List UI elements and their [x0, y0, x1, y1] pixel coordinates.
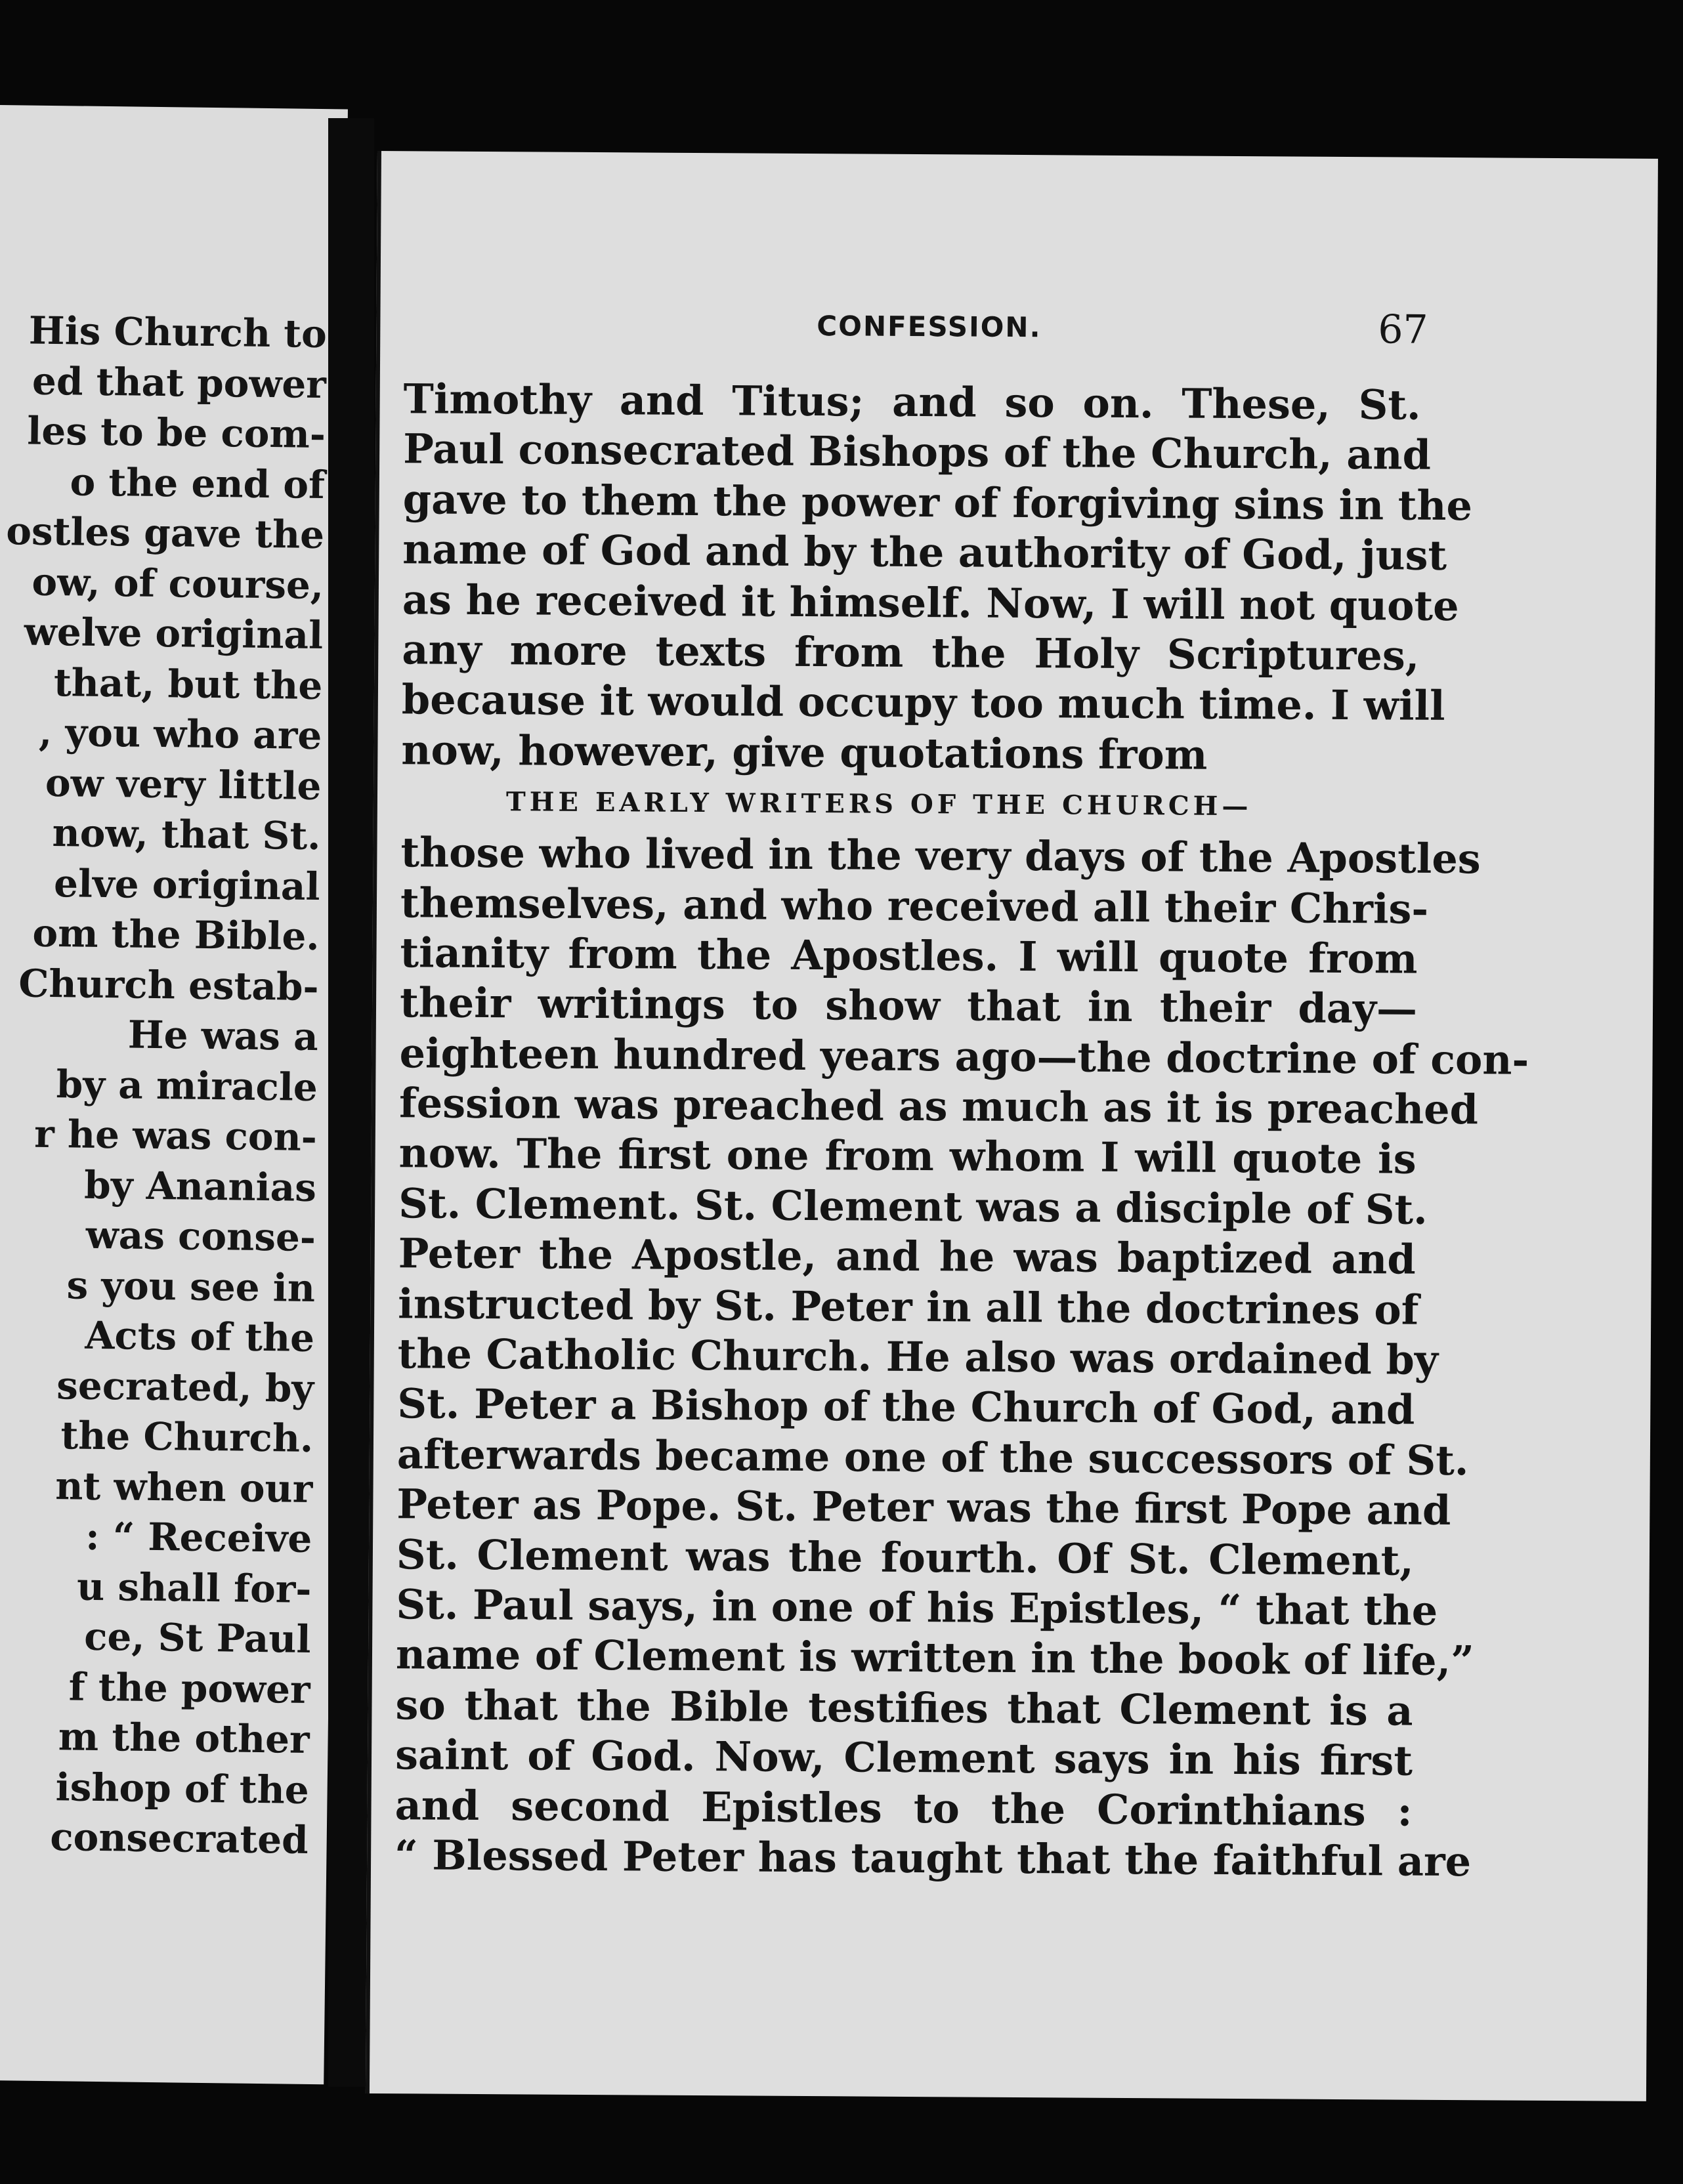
text-line: r he was con-: [33, 1111, 318, 1160]
text-line: s you see in: [66, 1262, 316, 1311]
text-line: saint of God. Now, Clement says in his first: [394, 1731, 1413, 1785]
text-line: ostles gave the: [5, 509, 325, 558]
text-line: secrated, by: [56, 1362, 314, 1411]
text-line: instructed by St. Peter in all the doctrines of: [398, 1279, 1419, 1334]
running-head: [380, 307, 1657, 361]
text-line: because it would occupy too much time. I will: [401, 675, 1445, 730]
text-line: any more texts from the Holy Scriptures,: [402, 625, 1420, 680]
text-line: ce, St Paul: [83, 1614, 311, 1662]
text-line: u shall for-: [76, 1564, 312, 1612]
text-line: Paul consecrated Bishops of the Church, and: [403, 425, 1432, 480]
text-line: His Church to: [28, 308, 328, 357]
text-line: was conse-: [85, 1212, 316, 1261]
text-line: ed that power: [32, 358, 327, 407]
text-line: now. The first one from whom I will quote is: [398, 1129, 1417, 1184]
text-line: tianity from the Apostles. I will quote from: [400, 929, 1418, 983]
text-line: name of God and by the authority of God, just: [402, 525, 1447, 580]
text-line: by a miracle: [56, 1061, 318, 1110]
text-line: St. Peter a Bishop of the Church of God, and: [397, 1379, 1415, 1435]
text-line: f the power: [68, 1664, 310, 1712]
text-line: ishop of the: [55, 1764, 310, 1813]
text-line: St. Clement was the fourth. Of St. Clement,: [396, 1530, 1415, 1585]
facing-page-left: [0, 105, 348, 2084]
text-line: eighteen hundred years ago—the doctrine of con-: [399, 1028, 1529, 1084]
text-line: “ Blessed Peter has taught that the faithful are: [394, 1831, 1472, 1886]
text-line: now, however, give quotations from: [401, 725, 1208, 779]
running-title: CONFESSION.: [817, 310, 1042, 344]
text-line: as he received it himself. Now, I will not quote: [402, 575, 1459, 630]
text-line: elve original: [53, 860, 320, 909]
text-line: so that the Bible testifies that Clement is a: [395, 1680, 1413, 1735]
text-line: Church estab-: [18, 960, 320, 1009]
text-line: St. Paul says, in one of his Epistles, “ that the: [396, 1580, 1438, 1635]
text-line: now, that St.: [52, 810, 321, 859]
text-line: om the Bible.: [32, 910, 320, 959]
text-line: by Ananias: [83, 1162, 317, 1210]
text-line: St. Clement. St. Clement was a disciple of St.: [398, 1179, 1428, 1234]
text-line: Peter the Apostle, and he was baptized and: [398, 1229, 1416, 1284]
text-line: Timothy and Titus; and so on. These, St.: [403, 375, 1421, 429]
text-line: les to be com-: [26, 408, 326, 457]
text-line: themselves, and who received all their Chris-: [400, 878, 1429, 933]
text-line: those who lived in the very days of the Apostles: [400, 828, 1481, 883]
text-line: : “ Receive: [85, 1513, 312, 1561]
text-line: name of Clement is written in the book of life,”: [395, 1630, 1475, 1685]
paragraph-1: [401, 374, 1473, 782]
text-line: fession was preached as much as it is preached: [398, 1079, 1479, 1134]
text-line: , you who are: [38, 709, 322, 759]
text-line: their writings to show that in their day—: [399, 978, 1418, 1033]
text-line: ow, of course,: [32, 559, 324, 608]
text-line: afterwards became one of the successors of St.: [396, 1430, 1469, 1485]
text-line: ow very little: [45, 760, 322, 808]
text-line: Acts of the: [85, 1312, 315, 1360]
text-line: consecrated: [49, 1815, 309, 1862]
page-number: 67: [1378, 306, 1428, 353]
text-line: and second Epistles to the Corinthians :: [394, 1780, 1413, 1836]
text-line: Peter as Pope. St. Peter was the first Pope and: [396, 1480, 1451, 1535]
page-body: [394, 374, 1529, 1887]
text-line: the Church.: [60, 1413, 314, 1461]
text-line: the Catholic Church. He also was ordained by: [397, 1330, 1439, 1384]
text-line: m the other: [58, 1714, 310, 1762]
text-line: that, but the: [53, 660, 323, 708]
text-line: gave to them the power of forgiving sins in the: [402, 475, 1473, 530]
text-line: He was a: [127, 1012, 319, 1060]
paragraph-2: [394, 828, 1529, 1887]
page-67: [366, 151, 1658, 2101]
section-heading: THE EARLY WRITERS OF THE CHURCH—: [505, 786, 1252, 822]
text-line: o the end of: [70, 459, 326, 507]
facing-page-text: [0, 305, 327, 1865]
text-line: nt when our: [54, 1463, 313, 1511]
text-line: welve original: [24, 609, 324, 658]
